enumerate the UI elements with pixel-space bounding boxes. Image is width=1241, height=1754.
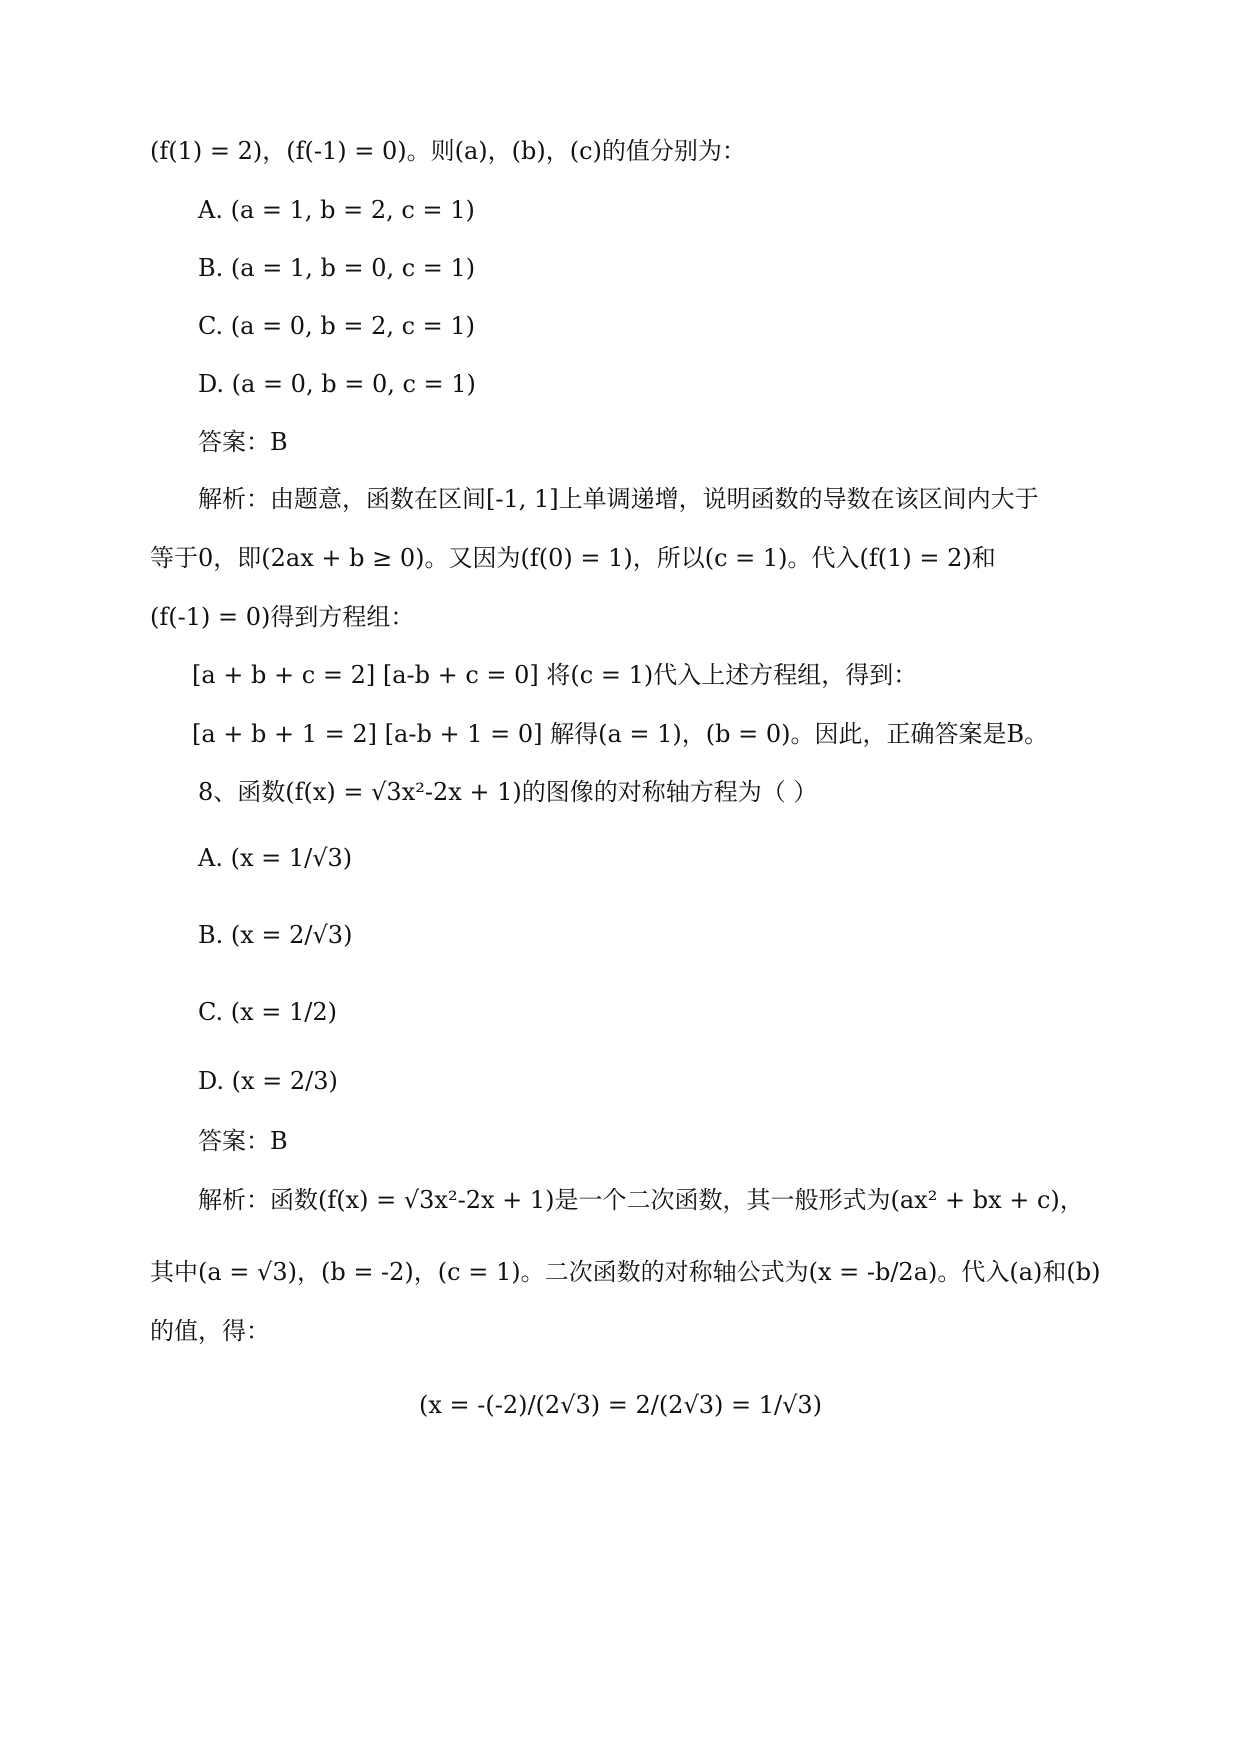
q8-option-c: C. (x = 1/2): [198, 998, 338, 1026]
q7-option-a: A. (a = 1, b = 2, c = 1): [198, 196, 475, 224]
q7-analysis-line-3: (f(-1) = 0)得到方程组：: [150, 603, 415, 631]
q8-analysis-line-3: 的值，得：: [150, 1317, 270, 1345]
q7-option-b: B. (a = 1, b = 0, c = 1): [198, 254, 476, 282]
q8-analysis-line-1: 解析：函数(f(x) = √3x²-2x + 1)是一个二次函数，其一般形式为(ax² + bx + c)，: [198, 1186, 1084, 1214]
q8-option-d: D. (x = 2/3): [198, 1067, 338, 1095]
q8-analysis-line-2: 其中(a = √3)，(b = -2)，(c = 1)。二次函数的对称轴公式为(x = -b/2a)。代入(a)和(b): [150, 1258, 1101, 1286]
q7-analysis-line-2: 等于0，即(2ax + b ≥ 0)。又因为(f(0) = 1)，所以(c = 1)。代入(f(1) = 2)和: [150, 544, 996, 572]
q8-stem: 8、函数(f(x) = √3x²-2x + 1)的图像的对称轴方程为（ ）: [198, 778, 818, 806]
q7-equation-system-2: [a + b + 1 = 2] [a-b + 1 = 0] 解得(a = 1)，(b = 0)。因此，正确答案是B。: [192, 720, 1049, 748]
q7-option-c: C. (a = 0, b = 2, c = 1): [198, 312, 476, 340]
q7-answer: 答案：B: [198, 428, 288, 456]
q8-answer: 答案：B: [198, 1127, 288, 1155]
q8-display-formula: (x = -(-2)/(2√3) = 2/(2√3) = 1/√3): [418, 1391, 823, 1419]
q8-option-b: B. (x = 2/√3): [198, 921, 353, 949]
q7-stem-tail: (f(1) = 2)，(f(-1) = 0)。则(a)，(b)，(c)的值分别为：: [150, 137, 746, 165]
q7-option-d: D. (a = 0, b = 0, c = 1): [198, 370, 476, 398]
q7-analysis-line-1: 解析：由题意，函数在区间[-1, 1]上单调递增，说明函数的导数在该区间内大于: [198, 485, 1039, 513]
q8-option-a: A. (x = 1/√3): [198, 844, 353, 872]
q7-equation-system-1: [a + b + c = 2] [a-b + c = 0] 将(c = 1)代入上述方程组，得到：: [192, 661, 918, 689]
